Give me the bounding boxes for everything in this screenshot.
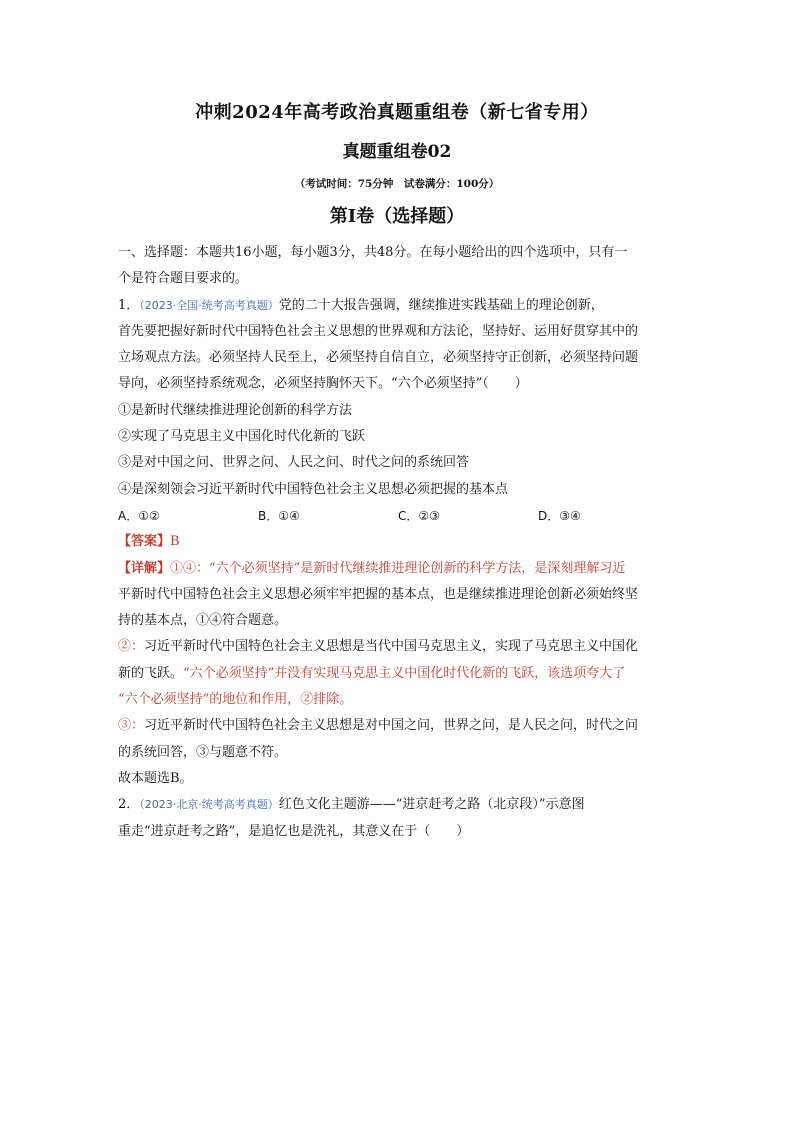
detail-label: 【详解】 [118,560,171,576]
option-c[interactable]: C．②③ [398,508,440,523]
question-2-stem-2: 重走“进京赶考之路”，是追忆也是洗礼，其意义在于（ ） [118,823,470,839]
page-title: 冲刺2024年高考政治真题重组卷（新七省专用） [195,102,599,123]
detail-line-5 [118,661,678,687]
stem-text: 党的二十大报告强调，继续推进实践基础上的理论创新， [278,297,604,313]
option-a[interactable]: A．①② [118,508,160,523]
detail-marker: ②： [118,639,145,655]
answer-value: B [170,534,180,550]
detail-text-red: “六个必须坚持”并没有实现马克思主义中国化时代化新的飞跃，该选项夸大了 [183,665,626,681]
question-1-stem-3: 立场观点方法。必须坚持人民至上，必须坚持自信自立，必须坚持守正创新，必须坚持问题 [118,350,639,366]
statement-3: ③是对中国之问、世界之问、人民之问、时代之问的系统回答 [118,455,470,471]
detail-line-1 [118,556,678,582]
answer-line [118,529,678,555]
detail-text: “六个必须坚持”是新时代继续推进理论创新的科学方法，是深刻理解习近 [209,560,626,576]
detail-text: 习近平新时代中国特色社会主义思想是对中国之问，世界之问，是人民之问，时代之问 [144,718,639,734]
instructions-line-2: 个是符合题目要求的。 [118,271,249,287]
question-number: 2． [118,797,140,813]
detail-line-4 [118,634,678,660]
section-title: 第I卷（选择题） [329,206,465,227]
instructions-line-1: 一、选择题：本题共16小题，每小题3分，共48分。在每小题给出的四个选项中，只有一 [118,245,628,260]
detail-text: 习近平新时代中国特色社会主义思想是当代中国马克思主义，实现了马克思主义中国化 [144,639,639,655]
question-2-stem [118,792,678,818]
detail-marker: ①④： [170,560,210,576]
detail-line-8: 的系统回答，③与题意不符。 [118,744,288,760]
detail-line-3: 持的基本点，①④符合题意。 [118,613,288,629]
page-subtitle: 真题重组卷02 [342,142,452,162]
answer-options [118,503,678,529]
exam-info: （考试时间：75分钟 试卷满分：100分） [294,178,500,190]
question-number: 1． [118,297,140,313]
answer-label: 【答案】 [118,534,171,550]
question-source: （2023·北京·统考高考真题） [139,798,279,812]
question-content [118,240,678,845]
question-1-stem-2: 首先要把握好新时代中国特色社会主义思想的世界观和方法论，坚持好、运用好贯穿其中的 [118,323,639,339]
question-1-stem-4: 导向，必须坚持系统观念，必须坚持胸怀天下。“六个必须坚持”（ ） [118,376,528,392]
stem-text: 红色文化主题游——“进京赶考之路（北京段）”示意图 [278,797,585,813]
detail-line-7 [118,713,678,739]
detail-marker: ③： [118,718,145,734]
conclusion-line: 故本题选B。 [118,770,193,786]
statement-4: ④是深刻领会习近平新时代中国特色社会主义思想必须把握的基本点 [118,481,509,497]
detail-line-6: “六个必须坚持”的地位和作用，②排除。 [118,692,353,708]
option-b[interactable]: B．①④ [258,508,300,523]
question-1-stem [118,293,678,319]
statement-2: ②实现了马克思主义中国化时代化新的飞跃 [118,429,366,445]
detail-text: 新的飞跃。 [118,665,184,681]
detail-line-2: 平新时代中国特色社会主义思想必须牢牢把握的基本点，也是继续推进理论创新必须始终坚 [118,586,639,602]
statement-1: ①是新时代继续推进理论创新的科学方法 [118,402,353,418]
question-source: （2023·全国·统考高考真题） [139,298,279,312]
option-d[interactable]: D．③④ [538,508,581,523]
